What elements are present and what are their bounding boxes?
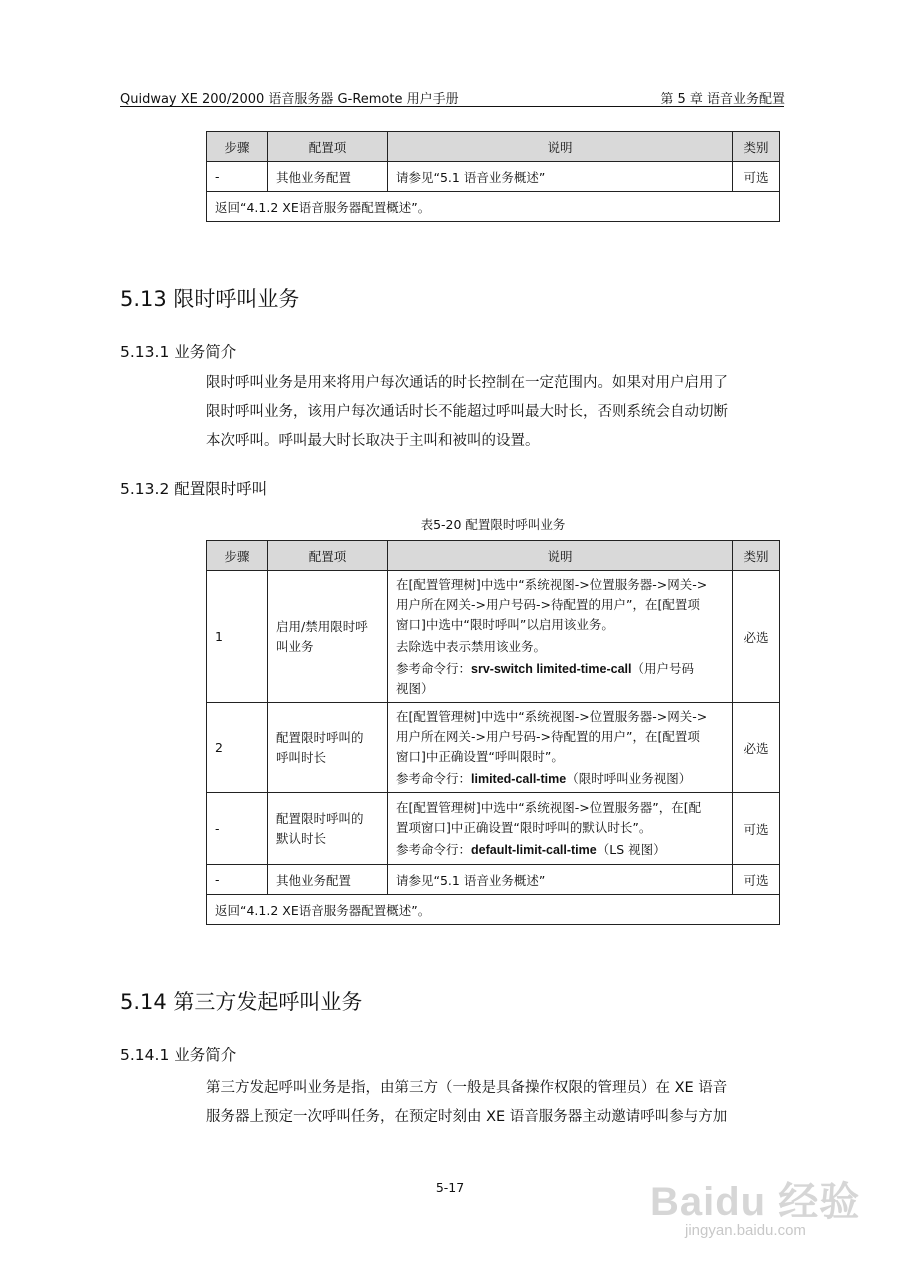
table-caption: 表5-20 配置限时呼叫业务 [420,517,566,532]
header-rule [120,106,784,107]
page-number: 5-17 [435,1180,465,1195]
cell-item: 其他业务配置 [268,162,388,192]
table-return-link[interactable]: 返回“4.1.2 XE语音服务器配置概述”。 [207,192,780,222]
col-header-step: 步骤 [207,541,268,571]
cell-category: 可选 [733,865,780,895]
running-header-title: Quidway XE 200/2000 语音服务器 G-Remote 用户手册 [120,92,459,107]
table-row [207,703,780,793]
table-row [207,793,780,865]
cell-desc: 在[配置管理树]中选中“系统视图->位置服务器”，在[配 置项窗口]中正确设置“限时呼叫的默认时长”。 参考命令行：default-limit-call-time（LS 视图） [388,793,733,865]
subsection-title-5-13-2: 5.13.2 配置限时呼叫 [120,480,268,498]
col-header-desc: 说明 [388,541,733,571]
reference-command: 参考命令行：limited-call-time（限时呼叫业务视图） [396,770,692,786]
col-header-item: 配置项 [268,541,388,571]
cell-step: 2 [207,703,268,793]
config-table-5-20 [206,540,780,925]
col-header-item: 配置项 [268,132,388,162]
running-header-chapter: 第 5 章 语音业务配置 [660,92,785,107]
continued-config-table [206,131,780,222]
cell-category: 可选 [733,793,780,865]
table-row [207,865,780,895]
cell-category: 必选 [733,571,780,703]
command-text: limited-call-time [471,771,567,786]
paragraph-5-13-1: 限时呼叫业务是用来将用户每次通话的时长控制在一定范围内。如果对用户启用了 限时呼叫业务，该用户每次通话时长不能超过呼叫最大时长，否则系统会自动切断 本次呼叫。呼叫最大时长取决于主叫和被叫的设置。 [206,375,728,449]
watermark-url: jingyan.baidu.com [685,1222,806,1239]
cell-desc: 请参见“5.1 语音业务概述” [388,162,733,192]
cell-step: - [207,865,268,895]
cell-item: 其他业务配置 [268,865,388,895]
cell-desc: 在[配置管理树]中选中“系统视图->位置服务器->网关-> 用户所在网关->用户号码->待配置的用户”，在[配置项 窗口]中选中“限时呼叫”以启用该业务。 去除选中表示禁用该业务。 参考命令行：srv-switch limited-time-call（用户号码 视图） [388,571,733,703]
col-header-desc: 说明 [388,132,733,162]
table-return-link[interactable]: 返回“4.1.2 XE语音服务器配置概述”。 [207,895,780,925]
cell-step: - [207,162,268,192]
subsection-title-5-14-1: 5.14.1 业务简介 [120,1046,237,1064]
cell-desc: 请参见“5.1 语音业务概述” [388,865,733,895]
subsection-title-5-13-1: 5.13.1 业务简介 [120,343,237,361]
reference-command: 参考命令行：default-limit-call-time（LS 视图） [396,841,666,857]
col-header-category: 类别 [733,541,780,571]
cell-category: 必选 [733,703,780,793]
command-text: srv-switch limited-time-call [471,661,632,676]
watermark-logo: Baidu 经验 [650,1180,861,1224]
paragraph-5-14-1: 第三方发起呼叫业务是指，由第三方（一般是具备操作权限的管理员）在 XE 语音 服务器上预定一次呼叫任务，在预定时刻由 XE 语音服务器主动邀请呼叫参与方加 [206,1080,728,1125]
col-header-step: 步骤 [207,132,268,162]
section-title-5-13: 5.13 限时呼叫业务 [120,287,300,311]
table-row [207,162,780,192]
section-title-5-14: 5.14 第三方发起呼叫业务 [120,990,363,1014]
cell-item: 配置限时呼叫的 呼叫时长 [268,703,388,793]
command-text: default-limit-call-time [471,842,597,857]
cell-item: 启用/禁用限时呼 叫业务 [268,571,388,703]
cell-step: - [207,793,268,865]
cell-desc: 在[配置管理树]中选中“系统视图->位置服务器->网关-> 用户所在网关->用户号码->待配置的用户”，在[配置项 窗口]中正确设置“呼叫限时”。 参考命令行：limited-call-time（限时呼叫业务视图） [388,703,733,793]
cell-category: 可选 [733,162,780,192]
reference-command: 参考命令行：srv-switch limited-time-call（用户号码 视图） [396,660,694,696]
col-header-category: 类别 [733,132,780,162]
cell-item: 配置限时呼叫的 默认时长 [268,793,388,865]
table-row [207,571,780,703]
cell-step: 1 [207,571,268,703]
